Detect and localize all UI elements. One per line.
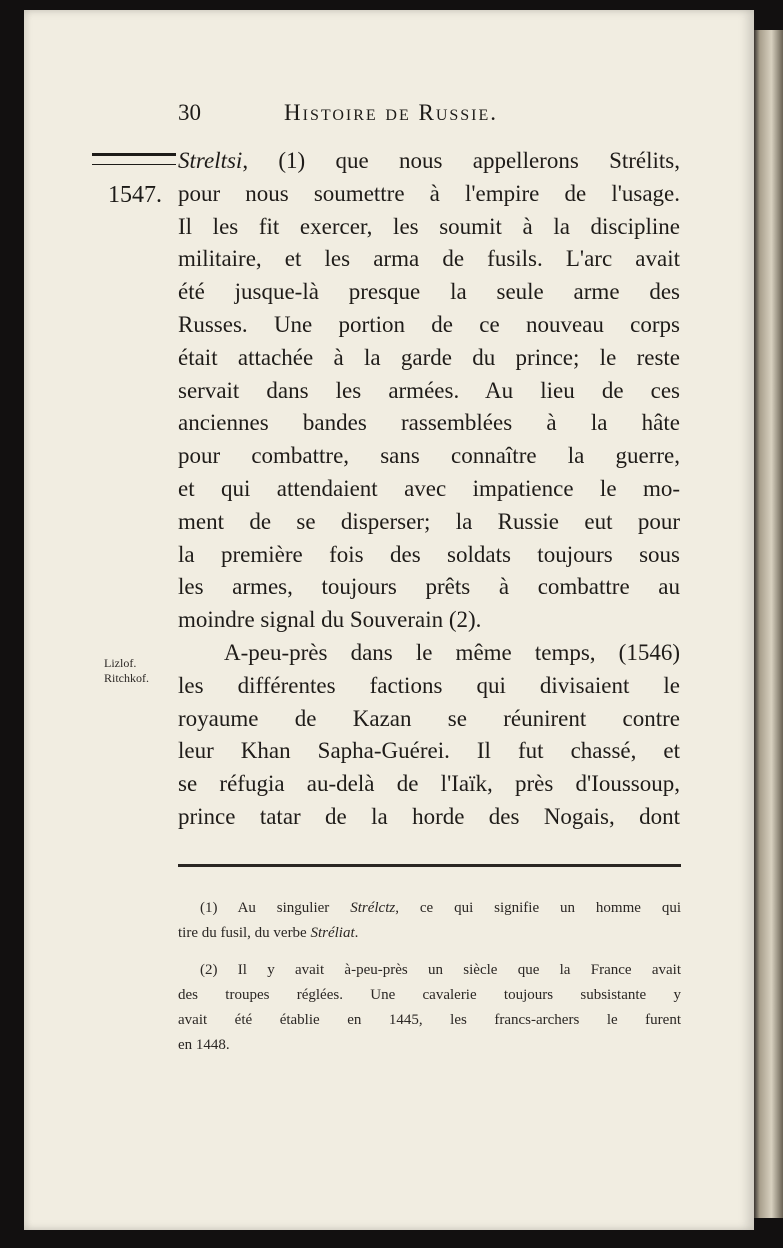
text-line: se réfugia au-delà de l'Iaïk, près d'Ioussoup, xyxy=(178,771,680,797)
text-line: moindre signal du Souverain (2). xyxy=(178,607,482,633)
footnote-line: (1) Au singulier Strélctz, ce qui signifie un homme qui xyxy=(200,900,681,916)
footnote-2 xyxy=(178,958,681,1058)
footnote-line: (2) Il y avait à-peu-près un siècle que la France avait xyxy=(200,962,681,978)
footnote-line: tire du fusil, du verbe Stréliat. xyxy=(178,925,359,941)
text-line: ment de se disperser; la Russie eut pour xyxy=(178,508,680,534)
body-text xyxy=(178,145,680,834)
sidenote-line: Lizlof. xyxy=(104,656,137,670)
italic-term: Streltsi xyxy=(178,148,243,173)
text-line: était attachée à la garde du prince; le reste xyxy=(178,344,680,370)
running-head xyxy=(176,100,681,130)
footnotes xyxy=(178,896,681,1070)
text-line: Streltsi, (1) que nous appellerons Strélits, xyxy=(178,148,680,173)
footnote-rule xyxy=(178,864,681,867)
footnote-line: en 1448. xyxy=(178,1037,230,1053)
text-line: servait dans les armées. Au lieu de ces xyxy=(178,377,680,403)
footnote-line: des troupes réglées. Une cavalerie toujours subsistante y xyxy=(178,987,681,1003)
page-number: 30 xyxy=(178,100,201,125)
text-line: pour nous soumettre à l'empire de l'usage. xyxy=(178,180,680,206)
text-line: et qui attendaient avec impatience le mo- xyxy=(178,475,680,501)
sidenote-line: Ritchkof. xyxy=(104,671,149,685)
text-line: anciennes bandes rassemblées à la hâte xyxy=(178,410,680,436)
margin-sidenote xyxy=(104,656,149,686)
text-line: les armes, toujours prêts à combattre au xyxy=(178,574,680,600)
text-line: pour combattre, sans connaître la guerre, xyxy=(178,443,680,469)
text-line: royaume de Kazan se réunirent contre xyxy=(178,705,680,731)
text-line: A-peu-près dans le même temps, (1546) xyxy=(224,639,680,665)
text-line: prince tatar de la horde des Nogais, dont xyxy=(178,803,680,829)
margin-year: 1547. xyxy=(108,182,162,208)
text-line: militaire, et les arma de fusils. L'arc avait xyxy=(178,246,680,272)
text-line: Il les fit exercer, les soumit à la discipline xyxy=(178,213,680,239)
footnote-line: avait été établie en 1445, les francs-archers le furent xyxy=(178,1012,681,1028)
text-line: été jusque-là presque la seule arme des xyxy=(178,279,680,305)
text-line: Russes. Une portion de ce nouveau corps xyxy=(178,311,680,337)
page-edge xyxy=(754,30,783,1218)
text-line: leur Khan Sapha-Guérei. Il fut chassé, et xyxy=(178,738,680,764)
decorative-rule xyxy=(92,153,176,165)
text-line: les différentes factions qui divisaient le xyxy=(178,672,680,698)
text-line: la première fois des soldats toujours sous xyxy=(178,541,680,567)
running-title: Histoire de Russie. xyxy=(284,100,499,125)
footnote-1 xyxy=(178,896,681,946)
